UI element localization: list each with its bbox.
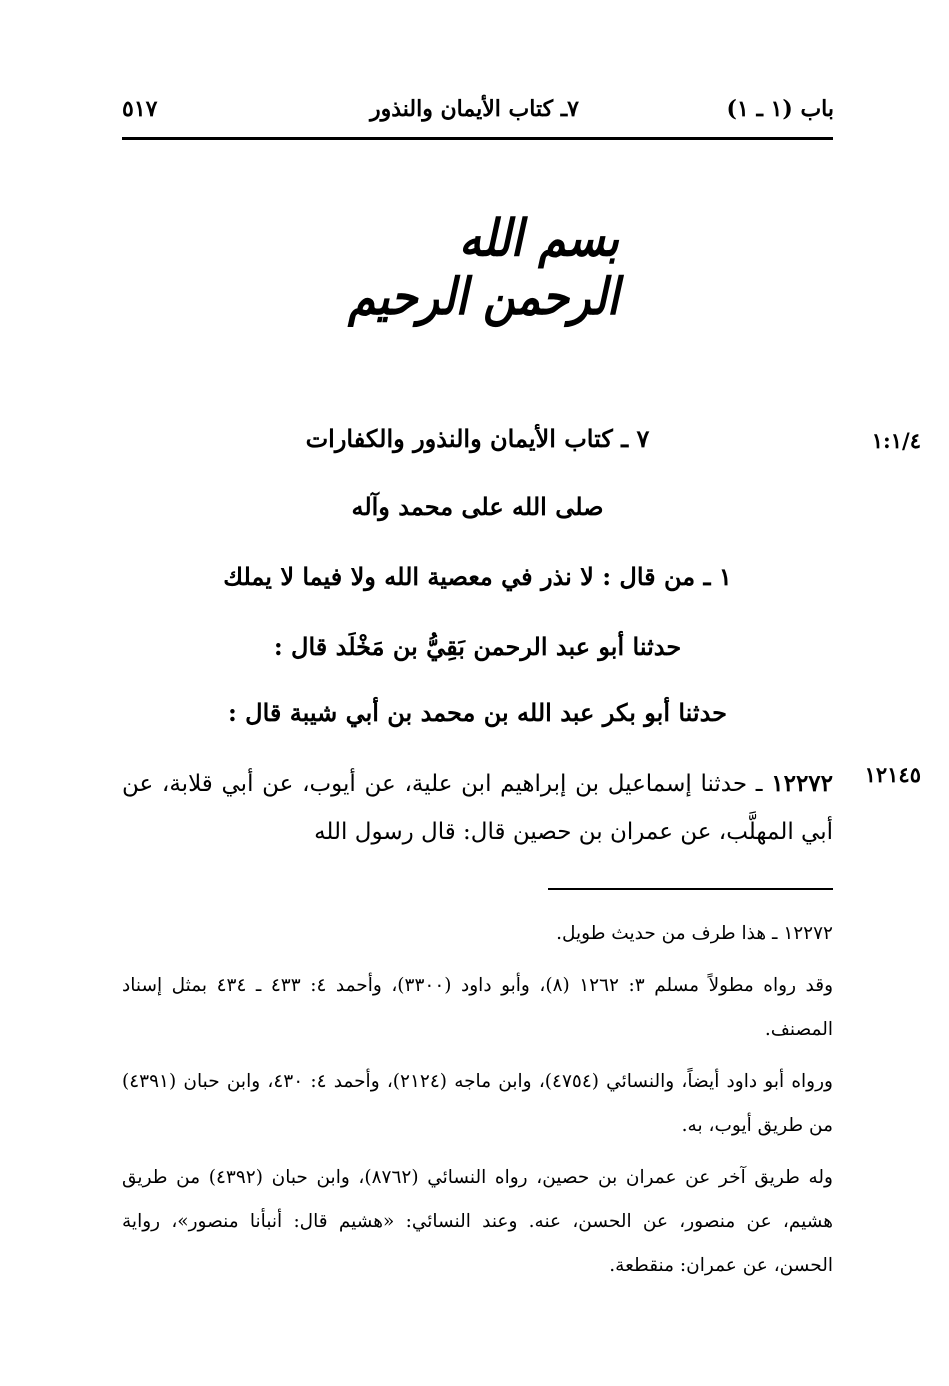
basmala-calligraphy	[330, 209, 619, 327]
header-divider	[122, 137, 833, 140]
margin-reference-book: ١:١/٤	[871, 428, 921, 453]
book-title: ٧ ـ كتاب الأيمان والنذور والكفارات	[305, 424, 650, 453]
running-header-chapter-ref: باب (١ ـ ١)	[726, 96, 834, 122]
footnote-4: وله طريق آخر عن عمران بن حصين، رواه النسائي (٨٧٦٢)، وابن حبان (٤٣٩٢) من طريق هشيم، عن منصور، عن الحسن، عنه. وعند النسائي: «هشيم قال: أنبأنا منصور»، رواية الحسن، عن عمران: منقطعة.	[122, 1167, 833, 1276]
hadith-paragraph	[122, 760, 833, 856]
running-header-book-title: ٧ـ كتاب الأيمان والنذور	[369, 96, 579, 122]
isnad-line-2: حدثنا أبو بكر عبد الله بن محمد بن أبي شيبة قال :	[227, 698, 728, 727]
hadith-number: ١٢٢٧٢	[771, 770, 834, 797]
footnote-divider	[548, 888, 833, 890]
isnad-line-1: حدثنا أبو عبد الرحمن بَقِيُّ بن مَخْلَد قال :	[273, 632, 682, 661]
hadith-text: ـ حدثنا إسماعيل بن إبراهيم ابن علية، عن أيوب، عن أبي قلابة، عن أبي المهلَّب، عن عمران بن حصين قال: قال رسول الله	[122, 771, 833, 845]
basmala-text: بسم الله الرحمن الرحيم	[347, 209, 619, 327]
chapter-title: ١ ـ من قال : لا نذر في معصية الله ولا فيما لا يملك	[223, 562, 732, 591]
salutation: صلى الله على محمد وآله	[351, 492, 604, 521]
footnote-3: ورواه أبو داود أيضاً، والنسائي (٤٧٥٤)، وابن ماجه (٢١٢٤)، وأحمد ٤: ٤٣٠، وابن حبان (٤٣٩١) من طريق أيوب، به.	[122, 1071, 833, 1136]
page-number: ٥١٧	[122, 96, 158, 122]
margin-reference-hadith: ١٢١٤٥	[864, 762, 921, 787]
footnote-1: ١٢٢٧٢ ـ هذا طرف من حديث طويل.	[556, 923, 833, 944]
footnote-2: وقد رواه مطولاً مسلم ٣: ١٢٦٢ (٨)، وأبو داود (٣٣٠٠)، وأحمد ٤: ٤٣٣ ـ ٤٣٤ بمثل إسناد المصنف.	[122, 975, 834, 1040]
